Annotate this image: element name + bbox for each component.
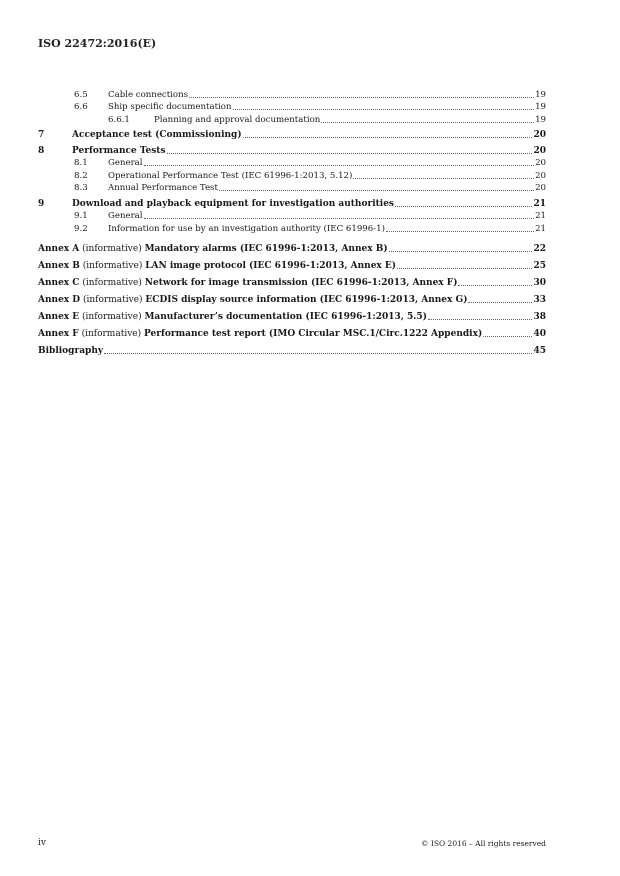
toc-annex-entry[interactable] <box>38 271 546 288</box>
toc-annex-entry[interactable] <box>38 288 546 305</box>
toc-entry[interactable] <box>38 87 546 100</box>
toc-entry-page: 21 <box>535 223 546 234</box>
toc-entry-number: 6.5 <box>74 89 88 100</box>
toc-entry-title: Ship specific documentation <box>108 102 232 112</box>
toc-annex-entry[interactable] <box>38 237 546 254</box>
annex-page: 33 <box>533 294 546 305</box>
annex-page: 38 <box>533 311 546 322</box>
toc-entry-title: Performance Tests <box>72 145 166 156</box>
toc-entry[interactable] <box>38 168 546 181</box>
toc-entry-title: Information for use by an investigation authority (IEC 61996-1) <box>108 223 385 234</box>
annex-page: 30 <box>533 277 546 288</box>
toc-entry-number: 8 <box>38 145 45 156</box>
toc-entry[interactable] <box>38 112 546 125</box>
toc-leader-dots <box>353 178 534 179</box>
annex-title: Performance test report (IMO Circular MSC.1/Circ.1222 Appendix) <box>144 328 483 339</box>
toc-annex-entry[interactable] <box>38 254 546 271</box>
toc-entry-page: 20 <box>535 183 546 193</box>
annex-type: (informative) <box>82 277 142 288</box>
toc-leader-dots <box>483 336 532 337</box>
toc-entry-page: 20 <box>533 145 546 156</box>
toc-entry-page: 19 <box>535 114 546 125</box>
toc-entry-title: General <box>108 158 143 168</box>
toc-entry-number: 8.1 <box>74 158 88 168</box>
toc-entry[interactable] <box>38 209 546 222</box>
annex-title: LAN image protocol (IEC 61996-1:2013, Annex E) <box>145 260 397 271</box>
toc-leader-dots <box>243 137 533 138</box>
bibliography-page: 45 <box>533 345 546 356</box>
toc-entry-number: 7 <box>38 130 45 140</box>
annex-type: (informative) <box>81 328 142 339</box>
toc-entry-number: 6.6.1 <box>108 114 130 125</box>
toc-entry-page: 21 <box>533 198 546 209</box>
toc-entry[interactable] <box>38 143 546 156</box>
table-of-contents <box>38 87 546 356</box>
annex-page: 25 <box>533 260 546 271</box>
annex-label: Annex F <box>38 328 79 339</box>
annex-title: ECDIS display source information (IEC 61996-1:2013, Annex G) <box>145 294 468 305</box>
annex-type: (informative) <box>82 311 142 322</box>
toc-leader-dots <box>233 109 535 110</box>
page-number: iv <box>38 838 46 848</box>
toc-entry-number: 8.3 <box>74 183 88 193</box>
toc-entry-page: 21 <box>535 211 546 221</box>
toc-entry-title: Planning and approval documentation <box>154 114 321 125</box>
toc-leader-dots <box>144 165 535 166</box>
toc-entry[interactable] <box>38 196 546 209</box>
toc-entry-title: Acceptance test (Commissioning) <box>72 130 242 140</box>
toc-entry-number: 8.2 <box>74 170 88 181</box>
toc-leader-dots <box>468 302 532 303</box>
toc-leader-dots <box>389 251 533 252</box>
toc-leader-dots <box>428 319 533 320</box>
toc-annex-entry[interactable] <box>38 322 546 339</box>
toc-entry-page: 19 <box>535 102 546 112</box>
annex-page: 22 <box>533 243 546 254</box>
toc-entry[interactable] <box>38 156 546 169</box>
toc-entry-title: Operational Performance Test (IEC 61996-1:2013, 5.12) <box>108 170 353 181</box>
annex-type: (informative) <box>82 260 143 271</box>
annex-title: Mandatory alarms (IEC 61996-1:2013, Annex B) <box>144 243 388 254</box>
annex-label: Annex A <box>38 243 80 254</box>
toc-leader-dots <box>386 231 534 232</box>
toc-entry-page: 20 <box>533 130 546 140</box>
toc-entry[interactable] <box>38 181 546 194</box>
toc-leader-dots <box>397 268 532 269</box>
toc-entry-page: 20 <box>535 158 546 168</box>
toc-leader-dots <box>167 153 533 154</box>
toc-bibliography-entry[interactable] <box>38 339 546 356</box>
toc-entry-number: 9 <box>38 198 45 209</box>
toc-leader-dots <box>219 190 534 191</box>
toc-entry-title: Download and playback equipment for investigation authorities <box>72 198 394 209</box>
annex-label: Annex E <box>38 311 80 322</box>
toc-entry-title: Annual Performance Test <box>108 183 218 193</box>
toc-entry-number: 6.6 <box>74 102 88 112</box>
bibliography-title: Bibliography <box>38 345 104 356</box>
toc-entry-title: General <box>108 211 143 221</box>
annex-title: Network for image transmission (IEC 61996-1:2013, Annex F) <box>144 277 458 288</box>
toc-entry-page: 19 <box>535 89 546 100</box>
annex-type: (informative) <box>82 294 143 305</box>
annex-title: Manufacturer’s documentation (IEC 61996-1:2013, 5.5) <box>144 311 427 322</box>
annex-label: Annex D <box>38 294 81 305</box>
toc-entry[interactable] <box>38 128 546 141</box>
toc-entry-page: 20 <box>535 170 546 181</box>
copyright-notice: © ISO 2016 – All rights reserved <box>421 839 546 848</box>
toc-leader-dots <box>144 218 535 219</box>
annex-label: Annex C <box>38 277 80 288</box>
toc-entry-title: Cable connections <box>108 89 189 100</box>
toc-leader-dots <box>458 285 532 286</box>
toc-annex-entry[interactable] <box>38 305 546 322</box>
toc-leader-dots <box>395 206 532 207</box>
toc-leader-dots <box>104 353 532 354</box>
toc-entry-number: 9.1 <box>74 211 88 221</box>
toc-leader-dots <box>189 97 534 98</box>
toc-leader-dots <box>321 122 534 123</box>
annex-type: (informative) <box>82 243 142 254</box>
annex-label: Annex B <box>38 260 80 271</box>
toc-entry[interactable] <box>38 100 546 113</box>
toc-entry-number: 9.2 <box>74 223 88 234</box>
document-id-header: ISO 22472:2016(E) <box>38 37 157 50</box>
toc-entry[interactable] <box>38 221 546 234</box>
annex-page: 40 <box>533 328 546 339</box>
